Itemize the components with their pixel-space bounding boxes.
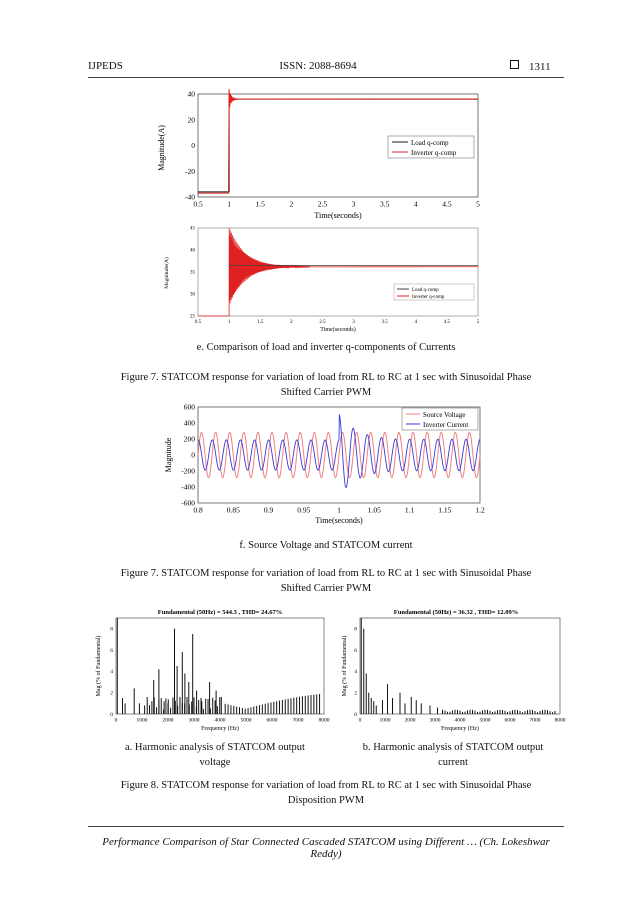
page-marker xyxy=(510,60,551,73)
journal-name: IJPEDS xyxy=(88,60,123,72)
y-tick-label: 25 xyxy=(190,314,195,320)
figure-8b xyxy=(338,604,564,732)
y-tick-label: -200 xyxy=(181,466,195,476)
x-tick-label: 3.5 xyxy=(381,320,388,325)
y-tick-label: 6 xyxy=(110,647,113,654)
x-tick-label: 7000 xyxy=(529,717,541,724)
y-tick-label: 4 xyxy=(354,669,357,676)
x-tick-label: 2 xyxy=(289,199,294,209)
x-tick-label: 8000 xyxy=(554,717,566,724)
figure-f xyxy=(158,404,488,526)
square-icon xyxy=(510,60,519,69)
caption-8a: a. Harmonic analysis of STATCOM output voltage xyxy=(125,742,305,768)
caption-e: e. Comparison of load and inverter q-components of Currents xyxy=(196,342,456,353)
x-tick-label: 1 xyxy=(227,199,231,209)
x-tick-label: 1.5 xyxy=(257,320,264,325)
xlabel: Time(seconds) xyxy=(314,211,362,220)
x-tick-label: 2 xyxy=(290,320,293,325)
x-tick-label: 2.5 xyxy=(317,199,328,209)
y-tick-label: 600 xyxy=(183,402,195,412)
figure-8a xyxy=(92,604,328,732)
x-tick-label: 4.5 xyxy=(442,199,452,209)
footer-rule xyxy=(88,826,564,827)
x-tick-label: 4.5 xyxy=(443,320,451,325)
ylabel: Mag (% of Fundamental) xyxy=(96,635,102,697)
y-tick-label: 0 xyxy=(191,450,195,460)
y-tick-label: 0 xyxy=(191,141,195,150)
y-tick-label: 30 xyxy=(190,292,195,298)
x-tick-label: 8000 xyxy=(318,717,330,724)
legend-inverter: Inverter q-comp xyxy=(412,295,445,300)
x-tick-label: 1 xyxy=(337,505,341,515)
x-tick-label: 1000 xyxy=(379,717,391,724)
x-tick-label: 5000 xyxy=(240,717,252,724)
y-tick-label: 8 xyxy=(110,626,113,633)
figure-7-caption-2: Figure 7. STATCOM response for variation of load from RL to RC at 1 sec with Sinusoidal Phase Shifted Carrier PWM xyxy=(120,568,532,594)
xlabel: Frequency (Hz) xyxy=(201,726,239,732)
x-tick-label: 0.8 xyxy=(193,505,203,515)
legend-current: Inverter Current xyxy=(423,421,469,429)
y-tick-label: 40 xyxy=(187,89,195,99)
y-tick-label: -400 xyxy=(181,482,195,492)
fft-title: Fundamental (50Hz) = 544.3 , THD= 24.67% xyxy=(157,609,283,616)
x-tick-label: 0.5 xyxy=(194,320,202,325)
y-tick-label: 40 xyxy=(190,248,195,254)
figure-8-caption: Figure 8. STATCOM response for variation of load from RL to RC at 1 sec with Sinusoidal Phase Disposition PWM xyxy=(120,780,532,806)
ylabel: Magnitude(A) xyxy=(157,125,166,171)
x-tick-label: 2000 xyxy=(162,717,174,724)
y-tick-label: -40 xyxy=(185,192,195,202)
x-tick-label: 1000 xyxy=(136,717,148,724)
y-tick-label: 2 xyxy=(110,690,113,697)
x-tick-label: 1.5 xyxy=(255,199,265,209)
x-tick-label: 3 xyxy=(351,199,356,209)
ylabel: Magnitude xyxy=(164,437,173,473)
y-tick-label: 35 xyxy=(190,270,195,276)
x-tick-label: 4000 xyxy=(454,717,466,724)
xlabel: Frequency (Hz) xyxy=(441,726,479,732)
y-tick-label: 45 xyxy=(190,226,195,232)
caption-f: f. Source Voltage and STATCOM current xyxy=(239,540,413,551)
x-tick-label: 3000 xyxy=(429,717,441,724)
caption-8b: b. Harmonic analysis of STATCOM output current xyxy=(362,742,544,768)
x-tick-label: 0.5 xyxy=(193,199,203,209)
x-tick-label: 1.15 xyxy=(438,505,452,515)
issn: ISSN: 2088-8694 xyxy=(279,60,357,72)
x-tick-label: 5000 xyxy=(479,717,491,724)
fft-title: Fundamental (50Hz) = 36.32 , THD= 12.09% xyxy=(393,609,519,616)
y-tick-label: 200 xyxy=(183,434,195,444)
legend-load: Load q-comp xyxy=(412,288,439,293)
ylabel: Mag (% of Fundamental) xyxy=(342,635,348,697)
x-tick-label: 4 xyxy=(414,320,418,325)
x-tick-label: 2000 xyxy=(404,717,416,724)
plot-e-top xyxy=(157,89,480,220)
y-tick-label: 8 xyxy=(354,626,357,633)
x-tick-label: 7000 xyxy=(292,717,304,724)
y-tick-label: 0 xyxy=(110,711,113,718)
x-tick-label: 0 xyxy=(114,717,118,724)
x-tick-label: 6000 xyxy=(266,717,278,724)
y-tick-label: -20 xyxy=(185,166,195,176)
y-tick-label: 20 xyxy=(187,115,195,125)
x-tick-label: 0 xyxy=(358,717,362,724)
y-tick-label: 0 xyxy=(354,711,357,718)
x-tick-label: 1 xyxy=(227,320,231,325)
x-tick-label: 0.95 xyxy=(297,505,311,515)
legend-inverter: Inverter q-comp xyxy=(411,149,457,157)
y-tick-label: 2 xyxy=(354,690,357,697)
legend-load: Load q-comp xyxy=(411,139,449,147)
x-tick-label: 6000 xyxy=(504,717,516,724)
plot-e-bottom xyxy=(163,227,480,333)
x-tick-label: 4 xyxy=(413,199,418,209)
y-tick-label: 4 xyxy=(110,669,113,676)
x-tick-label: 1.2 xyxy=(475,505,485,515)
x-tick-label: 1.05 xyxy=(367,505,381,515)
ylabel: Magnitude(A) xyxy=(164,257,170,289)
x-tick-label: 5 xyxy=(476,199,480,209)
y-tick-label: 6 xyxy=(354,647,357,654)
y-tick-label: -600 xyxy=(181,498,195,508)
figure-7-caption: Figure 7. STATCOM response for variation of load from RL to RC at 1 sec with Sinusoidal Phase Shifted Carrier PWM xyxy=(120,372,532,398)
x-tick-label: 3 xyxy=(352,320,355,325)
x-tick-label: 5 xyxy=(476,320,480,325)
page-number: 1311 xyxy=(529,61,551,73)
xlabel: Time(seconds) xyxy=(315,516,363,525)
header-rule xyxy=(88,77,564,78)
x-tick-label: 2.5 xyxy=(319,320,326,325)
x-tick-label: 0.85 xyxy=(226,505,240,515)
x-tick-label: 0.9 xyxy=(263,505,274,515)
xlabel: Time(seconds) xyxy=(320,327,356,333)
x-tick-label: 4000 xyxy=(214,717,226,724)
footer-text: Performance Comparison of Star Connected Cascaded STATCOM using Different … (Ch. Lokeshwar Reddy) xyxy=(102,836,550,860)
y-tick-label: 400 xyxy=(183,418,195,428)
x-tick-label: 3.5 xyxy=(379,199,390,209)
legend-source: Source Voltage xyxy=(423,411,466,419)
x-tick-label: 3000 xyxy=(188,717,200,724)
x-tick-label: 1.1 xyxy=(404,505,415,515)
figure-e xyxy=(150,88,485,338)
